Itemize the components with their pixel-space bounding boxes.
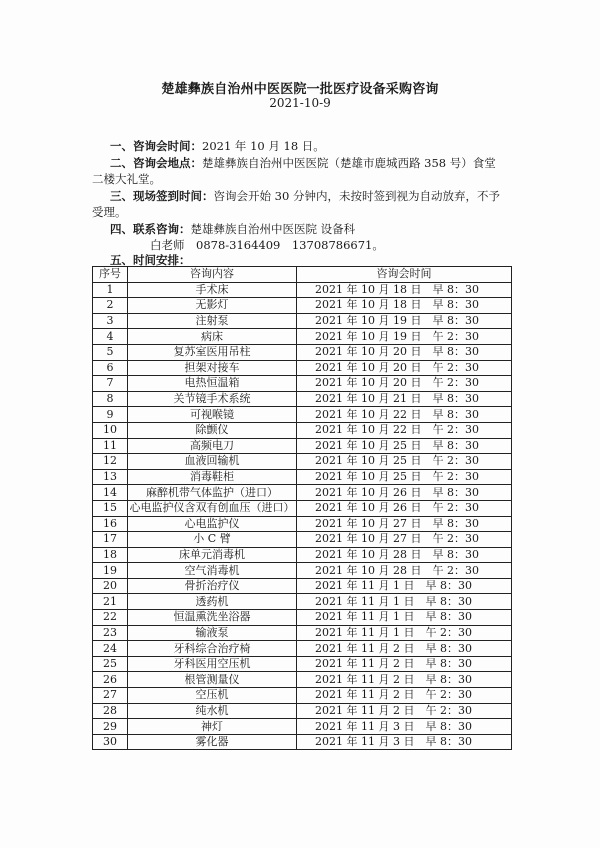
table-row [93, 376, 512, 392]
row-time: 2021 年 10 月 21 日 早 8：30 [297, 391, 512, 407]
table-row [93, 438, 512, 454]
meeting-place-label: 二、咨询会地点： [110, 156, 202, 170]
table-row [93, 298, 512, 314]
row-time: 2021 年 10 月 22 日 午 2：30 [297, 422, 512, 438]
row-content: 担架对接车 [128, 360, 297, 376]
table-row [93, 719, 512, 735]
row-content: 输液泵 [128, 625, 297, 641]
row-content: 关节镜手术系统 [128, 391, 297, 407]
row-content: 根管测量仪 [128, 672, 297, 688]
row-content: 恒温熏洗坐浴器 [128, 610, 297, 626]
row-content: 空压机 [128, 688, 297, 704]
row-content: 神灯 [128, 719, 297, 735]
row-content: 高频电刀 [128, 438, 297, 454]
table-row [93, 422, 512, 438]
row-content: 病床 [128, 329, 297, 345]
row-content: 注射泵 [128, 313, 297, 329]
row-number: 19 [93, 563, 128, 579]
row-content: 床单元消毒机 [128, 547, 297, 563]
row-content: 空气消毒机 [128, 563, 297, 579]
row-content: 麻醉机带气体监护（进口） [128, 485, 297, 501]
row-number: 4 [93, 329, 128, 345]
schedule-label: 五、时间安排： [110, 253, 191, 267]
row-time: 2021 年 10 月 18 日 早 8：30 [297, 298, 512, 314]
document-date: 2021-10-9 [269, 96, 331, 110]
header-content: 咨询内容 [128, 267, 297, 283]
table-row [93, 407, 512, 423]
table-row [93, 547, 512, 563]
row-time: 2021 年 10 月 26 日 早 8：30 [297, 485, 512, 501]
row-number: 7 [93, 376, 128, 392]
row-time: 2021 年 10 月 26 日 午 2：30 [297, 500, 512, 516]
row-time: 2021 年 10 月 19 日 午 2：30 [297, 329, 512, 345]
meeting-time-value: 2021 年 10 月 18 日。 [202, 139, 325, 153]
row-time: 2021 年 11 月 3 日 早 8：30 [297, 734, 512, 750]
row-content: 纯水机 [128, 703, 297, 719]
row-number: 18 [93, 547, 128, 563]
table-row [93, 454, 512, 470]
row-number: 1 [93, 282, 128, 298]
row-time: 2021 年 11 月 1 日 早 8：30 [297, 578, 512, 594]
table-row [93, 485, 512, 501]
row-time: 2021 年 10 月 19 日 早 8：30 [297, 313, 512, 329]
row-time: 2021 年 10 月 28 日 午 2：30 [297, 563, 512, 579]
row-time: 2021 年 11 月 2 日 早 8：30 [297, 656, 512, 672]
table-row [93, 734, 512, 750]
row-number: 25 [93, 656, 128, 672]
row-content: 雾化器 [128, 734, 297, 750]
row-number: 27 [93, 688, 128, 704]
meeting-place-value: 楚雄彝族自治州中医医院（楚雄市鹿城西路 358 号）食堂 [202, 156, 496, 170]
signin-time-label: 三、现场签到时间： [110, 189, 214, 203]
row-number: 12 [93, 454, 128, 470]
signin-time-line [110, 188, 530, 204]
row-content: 小 C 臂 [128, 532, 297, 548]
row-number: 24 [93, 641, 128, 657]
row-time: 2021 年 11 月 1 日 早 8：30 [297, 594, 512, 610]
table-row [93, 360, 512, 376]
document-title: 楚雄彝族自治州中医医院一批医疗设备采购咨询 [161, 82, 439, 97]
contact-line [110, 221, 550, 237]
row-number: 2 [93, 298, 128, 314]
header-time: 咨询会时间 [297, 267, 512, 283]
meeting-time-label: 一、咨询会时间： [110, 139, 202, 153]
row-number: 3 [93, 313, 128, 329]
row-time: 2021 年 10 月 25 日 午 2：30 [297, 469, 512, 485]
row-number: 30 [93, 734, 128, 750]
row-time: 2021 年 11 月 2 日 午 2：30 [297, 688, 512, 704]
table-row [93, 500, 512, 516]
row-content: 无影灯 [128, 298, 297, 314]
row-time: 2021 年 10 月 20 日 午 2：30 [297, 376, 512, 392]
row-number: 29 [93, 719, 128, 735]
row-content: 电热恒温箱 [128, 376, 297, 392]
row-content: 手术床 [128, 282, 297, 298]
row-number: 21 [93, 594, 128, 610]
table-row [93, 688, 512, 704]
contact-value: 楚雄彝族自治州中医医院 设备科 [190, 222, 356, 236]
table-row [93, 610, 512, 626]
row-content: 血液回输机 [128, 454, 297, 470]
row-time: 2021 年 10 月 27 日 午 2：30 [297, 532, 512, 548]
table-row [93, 703, 512, 719]
row-time: 2021 年 11 月 1 日 午 2：30 [297, 625, 512, 641]
table-row [93, 469, 512, 485]
row-number: 5 [93, 344, 128, 360]
row-time: 2021 年 10 月 27 日 早 8：30 [297, 516, 512, 532]
row-time: 2021 年 10 月 20 日 早 8：30 [297, 344, 512, 360]
table-row [93, 578, 512, 594]
meeting-time-line [110, 138, 550, 154]
table-row [93, 672, 512, 688]
row-time: 2021 年 11 月 3 日 早 8：30 [297, 719, 512, 735]
row-number: 15 [93, 500, 128, 516]
contact-label: 四、联系咨询： [110, 222, 191, 236]
schedule-table-body [93, 282, 512, 750]
row-number: 26 [93, 672, 128, 688]
table-row [93, 641, 512, 657]
table-row [93, 594, 512, 610]
meeting-place-line [110, 155, 530, 171]
row-time: 2021 年 10 月 18 日 早 8：30 [297, 282, 512, 298]
row-number: 8 [93, 391, 128, 407]
row-time: 2021 年 11 月 1 日 早 8：30 [297, 610, 512, 626]
row-number: 17 [93, 532, 128, 548]
header-number: 序号 [93, 267, 128, 283]
row-time: 2021 年 11 月 2 日 午 2：30 [297, 703, 512, 719]
table-row [93, 656, 512, 672]
row-number: 14 [93, 485, 128, 501]
row-time: 2021 年 10 月 28 日 早 8：30 [297, 547, 512, 563]
table-row [93, 391, 512, 407]
row-number: 9 [93, 407, 128, 423]
row-content: 心电监护仪 [128, 516, 297, 532]
row-time: 2021 年 11 月 2 日 早 8：30 [297, 641, 512, 657]
row-content: 可视喉镜 [128, 407, 297, 423]
row-number: 23 [93, 625, 128, 641]
meeting-place-continuation: 二楼大礼堂。 [92, 172, 161, 186]
row-number: 22 [93, 610, 128, 626]
signin-time-value: 咨询会开始 30 分钟内，未按时签到视为自动放弃，不予 [213, 189, 500, 203]
table-row [93, 625, 512, 641]
table-row [93, 344, 512, 360]
contact-person: 白老师 0878-3164409 13708786671。 [150, 238, 384, 252]
row-time: 2021 年 10 月 20 日 午 2：30 [297, 360, 512, 376]
row-number: 13 [93, 469, 128, 485]
row-content: 骨折治疗仪 [128, 578, 297, 594]
row-number: 28 [93, 703, 128, 719]
row-content: 心电监护仪含双有创血压（进口） [129, 501, 295, 515]
row-time: 2021 年 10 月 25 日 早 8：30 [297, 438, 512, 454]
row-content: 透药机 [128, 594, 297, 610]
row-time: 2021 年 11 月 2 日 早 8：30 [297, 672, 512, 688]
row-number: 11 [93, 438, 128, 454]
row-number: 16 [93, 516, 128, 532]
row-time: 2021 年 10 月 22 日 早 8：30 [297, 407, 512, 423]
row-time: 2021 年 10 月 25 日 午 2：30 [297, 454, 512, 470]
row-number: 6 [93, 360, 128, 376]
signin-time-continuation: 受理。 [92, 205, 127, 219]
table-row [93, 282, 512, 298]
table-row [93, 532, 512, 548]
table-row [93, 329, 512, 345]
table-row [93, 313, 512, 329]
row-content: 除颤仪 [128, 422, 297, 438]
row-content: 牙科医用空压机 [128, 656, 297, 672]
schedule-table [92, 266, 512, 750]
row-number: 10 [93, 422, 128, 438]
row-number: 20 [93, 578, 128, 594]
row-content: 牙科综合治疗椅 [128, 641, 297, 657]
row-content: 复苏室医用吊柱 [128, 344, 297, 360]
table-row [93, 563, 512, 579]
table-row [93, 516, 512, 532]
row-content: 消毒鞋柜 [128, 469, 297, 485]
table-header-row [93, 267, 512, 283]
